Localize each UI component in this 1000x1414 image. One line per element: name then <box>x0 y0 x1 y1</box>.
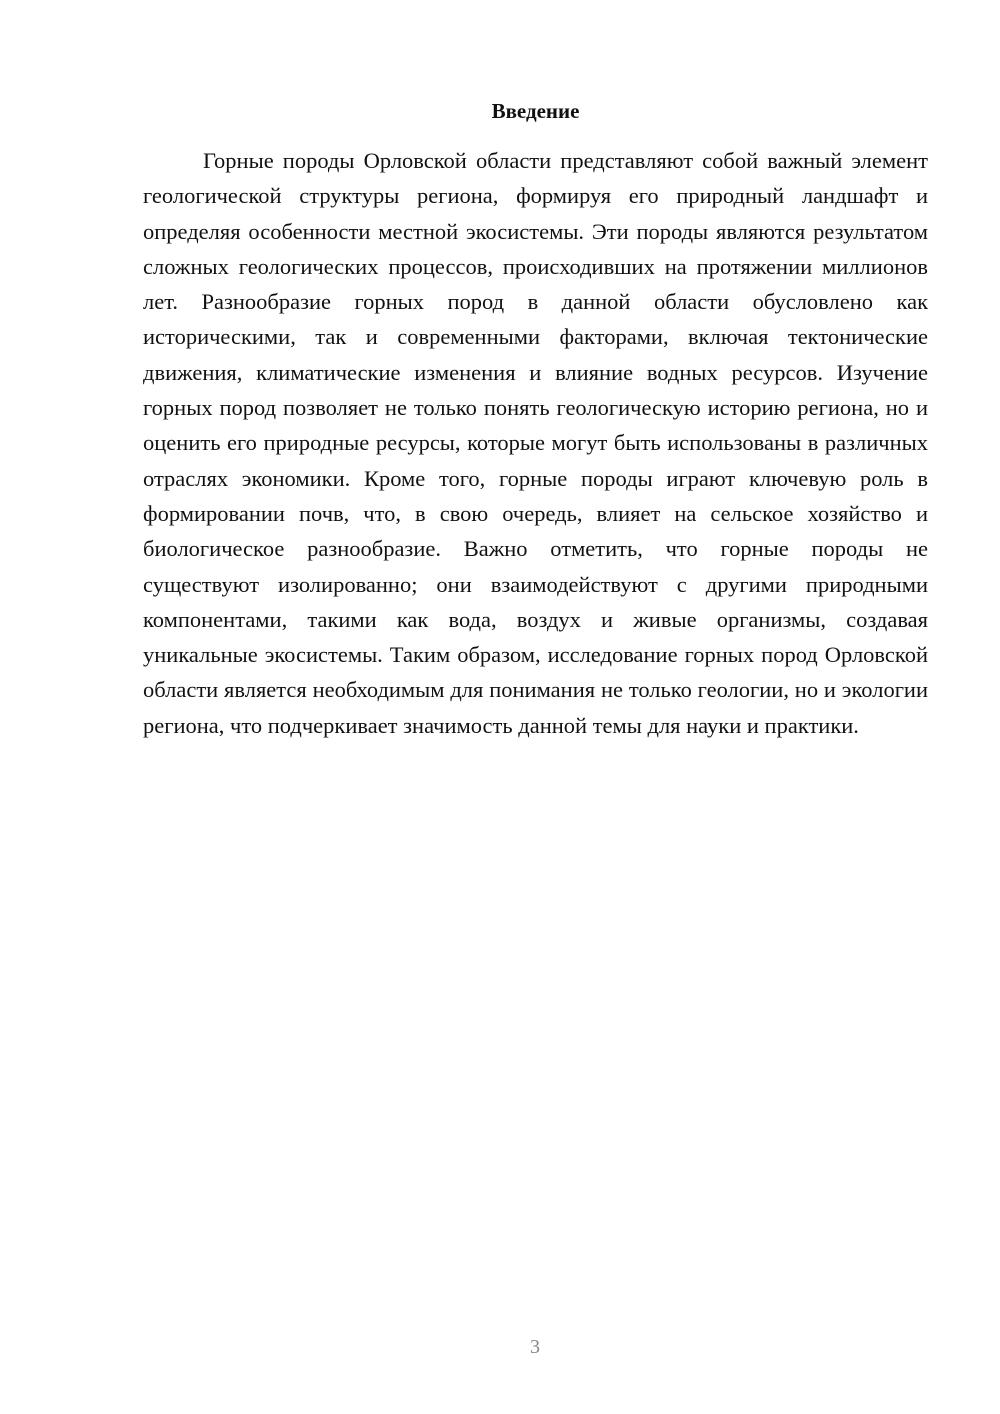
page-number: 3 <box>530 1336 540 1358</box>
body-paragraph: Горные породы Орловской области представляют собой важный элемент геологической структуры региона, формируя его природный ландшафт и определяя особенности местной экосистемы. Эти породы являются результатом сложных геологических процессов, происходивших на протяжении миллионов лет. Разнообразие горных пород в данной области обусловлено как историческими, так и современными факторами, включая тектонические движения, климатические изменения и влияние водных ресурсов. Изучение горных пород позволяет не только понять геологическую историю региона, но и оценить его природные ресурсы, которые могут быть использованы в различных отраслях экономики. Кроме того, горные породы играют ключевую роль в формировании почв, что, в свою очередь, влияет на сельское хозяйство и биологическое разнообразие. Важно отметить, что горные породы не существуют изолированно; они взаимодействуют с другими природными компонентами, такими как вода, воздух и живые организмы, создавая уникальные экосистемы. Таким образом, исследование горных пород Орловской области является необходимым для понимания не только геологии, но и экологии региона, что подчеркивает значимость данной темы для науки и практики. <box>143 148 928 738</box>
page-title: Введение <box>491 99 580 123</box>
